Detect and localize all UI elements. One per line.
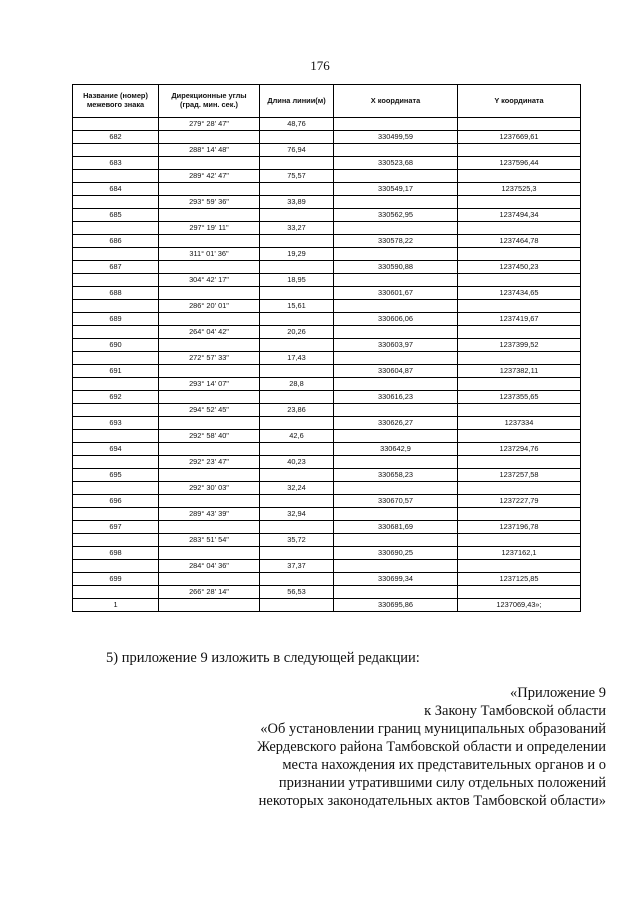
cell-line-length: 33,89 bbox=[260, 196, 334, 209]
cell-point-name bbox=[73, 534, 159, 547]
cell-direction-angle: 293° 14' 07" bbox=[159, 378, 260, 391]
cell-direction-angle: 294° 52' 45" bbox=[159, 404, 260, 417]
cell-y-coordinate: 1237525,3 bbox=[458, 183, 581, 196]
cell-x-coordinate bbox=[334, 508, 458, 521]
cell-direction-angle bbox=[159, 547, 260, 560]
cell-line-length: 76,94 bbox=[260, 144, 334, 157]
table-row bbox=[73, 326, 581, 339]
boundary-coordinates-table bbox=[72, 84, 581, 612]
table-row bbox=[73, 521, 581, 534]
cell-point-name: 693 bbox=[73, 417, 159, 430]
table-row bbox=[73, 352, 581, 365]
cell-x-coordinate: 330499,59 bbox=[334, 131, 458, 144]
cell-line-length bbox=[260, 157, 334, 170]
cell-direction-angle: 292° 23' 47" bbox=[159, 456, 260, 469]
cell-point-name: 1 bbox=[73, 599, 159, 612]
table-row bbox=[73, 365, 581, 378]
cell-y-coordinate bbox=[458, 118, 581, 131]
cell-direction-angle bbox=[159, 365, 260, 378]
cell-y-coordinate bbox=[458, 352, 581, 365]
appendix-line: «Приложение 9 bbox=[510, 685, 606, 701]
cell-y-coordinate bbox=[458, 274, 581, 287]
cell-point-name bbox=[73, 118, 159, 131]
cell-direction-angle bbox=[159, 209, 260, 222]
cell-line-length: 35,72 bbox=[260, 534, 334, 547]
table-row bbox=[73, 287, 581, 300]
cell-line-length: 28,8 bbox=[260, 378, 334, 391]
cell-direction-angle bbox=[159, 131, 260, 144]
header-x-coordinate: X координата bbox=[334, 85, 458, 118]
cell-y-coordinate bbox=[458, 196, 581, 209]
cell-point-name bbox=[73, 326, 159, 339]
cell-y-coordinate: 1237464,78 bbox=[458, 235, 581, 248]
cell-x-coordinate: 330699,34 bbox=[334, 573, 458, 586]
cell-point-name: 695 bbox=[73, 469, 159, 482]
cell-x-coordinate bbox=[334, 404, 458, 417]
table-header-row bbox=[73, 85, 581, 118]
table-row bbox=[73, 508, 581, 521]
cell-point-name: 687 bbox=[73, 261, 159, 274]
cell-x-coordinate bbox=[334, 378, 458, 391]
cell-y-coordinate: 1237382,11 bbox=[458, 365, 581, 378]
table-row bbox=[73, 482, 581, 495]
table-row bbox=[73, 274, 581, 287]
cell-x-coordinate: 330578,22 bbox=[334, 235, 458, 248]
cell-y-coordinate: 1237125,85 bbox=[458, 573, 581, 586]
cell-line-length bbox=[260, 365, 334, 378]
header-direction-angles: Дирекционные углы (град. мин. сек.) bbox=[159, 85, 260, 118]
cell-point-name: 688 bbox=[73, 287, 159, 300]
cell-direction-angle: 311° 01' 36" bbox=[159, 248, 260, 261]
cell-y-coordinate: 1237596,44 bbox=[458, 157, 581, 170]
cell-x-coordinate bbox=[334, 482, 458, 495]
cell-line-length: 75,57 bbox=[260, 170, 334, 183]
cell-point-name bbox=[73, 170, 159, 183]
cell-x-coordinate: 330523,68 bbox=[334, 157, 458, 170]
table-row bbox=[73, 313, 581, 326]
cell-line-length: 56,53 bbox=[260, 586, 334, 599]
cell-point-name: 690 bbox=[73, 339, 159, 352]
table-row bbox=[73, 261, 581, 274]
cell-y-coordinate bbox=[458, 534, 581, 547]
table-row bbox=[73, 469, 581, 482]
cell-direction-angle: 266° 28' 14" bbox=[159, 586, 260, 599]
cell-y-coordinate: 1237419,67 bbox=[458, 313, 581, 326]
cell-y-coordinate bbox=[458, 248, 581, 261]
cell-point-name: 684 bbox=[73, 183, 159, 196]
table-row bbox=[73, 495, 581, 508]
table-row bbox=[73, 443, 581, 456]
cell-x-coordinate bbox=[334, 560, 458, 573]
cell-line-length: 42,6 bbox=[260, 430, 334, 443]
table-row bbox=[73, 248, 581, 261]
cell-direction-angle: 272° 57' 33" bbox=[159, 352, 260, 365]
cell-direction-angle: 292° 30' 03" bbox=[159, 482, 260, 495]
appendix-line: «Об установлении границ муниципальных образований bbox=[260, 721, 606, 737]
cell-point-name: 683 bbox=[73, 157, 159, 170]
cell-line-length bbox=[260, 339, 334, 352]
cell-line-length bbox=[260, 443, 334, 456]
cell-x-coordinate: 330616,23 bbox=[334, 391, 458, 404]
table-row bbox=[73, 222, 581, 235]
cell-y-coordinate: 1237257,58 bbox=[458, 469, 581, 482]
table-body bbox=[73, 118, 581, 612]
cell-line-length: 48,76 bbox=[260, 118, 334, 131]
cell-direction-angle bbox=[159, 235, 260, 248]
cell-point-name bbox=[73, 560, 159, 573]
cell-point-name: 689 bbox=[73, 313, 159, 326]
cell-y-coordinate bbox=[458, 326, 581, 339]
cell-y-coordinate: 1237450,23 bbox=[458, 261, 581, 274]
cell-x-coordinate: 330690,25 bbox=[334, 547, 458, 560]
table-row bbox=[73, 209, 581, 222]
cell-line-length bbox=[260, 183, 334, 196]
appendix-heading bbox=[186, 684, 606, 810]
cell-x-coordinate: 330695,86 bbox=[334, 599, 458, 612]
cell-line-length: 20,26 bbox=[260, 326, 334, 339]
cell-point-name: 696 bbox=[73, 495, 159, 508]
cell-direction-angle: 293° 59' 36" bbox=[159, 196, 260, 209]
cell-y-coordinate bbox=[458, 378, 581, 391]
cell-x-coordinate bbox=[334, 170, 458, 183]
cell-y-coordinate bbox=[458, 144, 581, 157]
table-row bbox=[73, 183, 581, 196]
cell-x-coordinate bbox=[334, 456, 458, 469]
appendix-line: места нахождения их представительных органов и о bbox=[282, 757, 606, 773]
appendix-line: к Закону Тамбовской области bbox=[424, 703, 606, 719]
cell-direction-angle: 297° 19' 11" bbox=[159, 222, 260, 235]
cell-y-coordinate bbox=[458, 222, 581, 235]
table-row bbox=[73, 144, 581, 157]
table-row bbox=[73, 196, 581, 209]
cell-point-name: 694 bbox=[73, 443, 159, 456]
table-row bbox=[73, 157, 581, 170]
table-row bbox=[73, 404, 581, 417]
cell-line-length bbox=[260, 417, 334, 430]
table-row bbox=[73, 235, 581, 248]
cell-y-coordinate: 1237334 bbox=[458, 417, 581, 430]
appendix-line: некоторых законодательных актов Тамбовской области» bbox=[258, 793, 606, 809]
cell-point-name bbox=[73, 196, 159, 209]
cell-y-coordinate bbox=[458, 560, 581, 573]
cell-direction-angle bbox=[159, 521, 260, 534]
cell-line-length bbox=[260, 235, 334, 248]
cell-y-coordinate: 1237494,34 bbox=[458, 209, 581, 222]
cell-direction-angle bbox=[159, 443, 260, 456]
cell-line-length bbox=[260, 391, 334, 404]
cell-direction-angle bbox=[159, 573, 260, 586]
cell-y-coordinate bbox=[458, 404, 581, 417]
table-row bbox=[73, 417, 581, 430]
cell-line-length bbox=[260, 261, 334, 274]
cell-x-coordinate bbox=[334, 196, 458, 209]
cell-x-coordinate: 330601,67 bbox=[334, 287, 458, 300]
cell-point-name: 686 bbox=[73, 235, 159, 248]
cell-line-length: 40,23 bbox=[260, 456, 334, 469]
cell-direction-angle: 292° 58' 40" bbox=[159, 430, 260, 443]
cell-point-name bbox=[73, 482, 159, 495]
cell-point-name bbox=[73, 404, 159, 417]
cell-direction-angle: 286° 20' 01" bbox=[159, 300, 260, 313]
table-row bbox=[73, 378, 581, 391]
cell-point-name: 698 bbox=[73, 547, 159, 560]
cell-direction-angle: 288° 14' 48" bbox=[159, 144, 260, 157]
table-row bbox=[73, 430, 581, 443]
cell-y-coordinate: 1237669,61 bbox=[458, 131, 581, 144]
table-row bbox=[73, 534, 581, 547]
cell-line-length: 19,29 bbox=[260, 248, 334, 261]
cell-line-length bbox=[260, 495, 334, 508]
cell-point-name: 692 bbox=[73, 391, 159, 404]
cell-direction-angle bbox=[159, 599, 260, 612]
cell-direction-angle: 284° 04' 36" bbox=[159, 560, 260, 573]
cell-point-name bbox=[73, 586, 159, 599]
amendment-instruction: 5) приложение 9 изложить в следующей редакции: bbox=[106, 650, 420, 666]
cell-line-length bbox=[260, 599, 334, 612]
table-row bbox=[73, 547, 581, 560]
cell-line-length bbox=[260, 469, 334, 482]
cell-x-coordinate bbox=[334, 274, 458, 287]
cell-x-coordinate: 330670,57 bbox=[334, 495, 458, 508]
cell-line-length: 32,24 bbox=[260, 482, 334, 495]
cell-direction-angle bbox=[159, 469, 260, 482]
cell-x-coordinate bbox=[334, 430, 458, 443]
page-number: 176 bbox=[310, 58, 330, 73]
cell-point-name bbox=[73, 144, 159, 157]
cell-line-length: 15,61 bbox=[260, 300, 334, 313]
cell-y-coordinate: 1237399,52 bbox=[458, 339, 581, 352]
cell-line-length: 23,86 bbox=[260, 404, 334, 417]
cell-y-coordinate bbox=[458, 430, 581, 443]
cell-direction-angle bbox=[159, 261, 260, 274]
cell-direction-angle bbox=[159, 183, 260, 196]
cell-x-coordinate: 330681,69 bbox=[334, 521, 458, 534]
table-row bbox=[73, 118, 581, 131]
table-row bbox=[73, 131, 581, 144]
cell-direction-angle bbox=[159, 157, 260, 170]
cell-direction-angle: 289° 42' 47" bbox=[159, 170, 260, 183]
cell-point-name bbox=[73, 430, 159, 443]
cell-direction-angle bbox=[159, 417, 260, 430]
cell-y-coordinate bbox=[458, 508, 581, 521]
cell-point-name bbox=[73, 222, 159, 235]
cell-x-coordinate bbox=[334, 300, 458, 313]
header-point-name: Название (номер) межевого знака bbox=[73, 85, 159, 118]
cell-y-coordinate: 1237162,1 bbox=[458, 547, 581, 560]
cell-line-length: 37,37 bbox=[260, 560, 334, 573]
cell-point-name bbox=[73, 508, 159, 521]
cell-line-length bbox=[260, 521, 334, 534]
table-row bbox=[73, 170, 581, 183]
cell-x-coordinate bbox=[334, 586, 458, 599]
cell-y-coordinate: 1237227,79 bbox=[458, 495, 581, 508]
cell-point-name bbox=[73, 274, 159, 287]
cell-y-coordinate bbox=[458, 482, 581, 495]
cell-point-name: 697 bbox=[73, 521, 159, 534]
cell-y-coordinate: 1237069,43»; bbox=[458, 599, 581, 612]
cell-y-coordinate bbox=[458, 300, 581, 313]
cell-direction-angle: 283° 51' 54" bbox=[159, 534, 260, 547]
cell-direction-angle bbox=[159, 391, 260, 404]
cell-point-name: 682 bbox=[73, 131, 159, 144]
cell-x-coordinate: 330658,23 bbox=[334, 469, 458, 482]
cell-y-coordinate: 1237434,65 bbox=[458, 287, 581, 300]
cell-x-coordinate bbox=[334, 144, 458, 157]
cell-direction-angle: 264° 04' 42" bbox=[159, 326, 260, 339]
cell-line-length bbox=[260, 547, 334, 560]
cell-point-name bbox=[73, 456, 159, 469]
cell-y-coordinate bbox=[458, 586, 581, 599]
cell-direction-angle bbox=[159, 339, 260, 352]
cell-y-coordinate bbox=[458, 456, 581, 469]
cell-y-coordinate bbox=[458, 170, 581, 183]
cell-line-length: 18,95 bbox=[260, 274, 334, 287]
cell-y-coordinate: 1237196,78 bbox=[458, 521, 581, 534]
cell-x-coordinate: 330590,88 bbox=[334, 261, 458, 274]
cell-point-name: 691 bbox=[73, 365, 159, 378]
cell-point-name bbox=[73, 248, 159, 261]
cell-x-coordinate: 330549,17 bbox=[334, 183, 458, 196]
cell-x-coordinate: 330562,95 bbox=[334, 209, 458, 222]
cell-x-coordinate: 330606,06 bbox=[334, 313, 458, 326]
cell-direction-angle bbox=[159, 313, 260, 326]
table-row bbox=[73, 339, 581, 352]
cell-x-coordinate bbox=[334, 248, 458, 261]
table-row bbox=[73, 300, 581, 313]
header-y-coordinate: Y координата bbox=[458, 85, 581, 118]
cell-x-coordinate: 330603,97 bbox=[334, 339, 458, 352]
cell-x-coordinate bbox=[334, 534, 458, 547]
appendix-line: Жердевского района Тамбовской области и определении bbox=[257, 739, 606, 755]
table-row bbox=[73, 560, 581, 573]
cell-point-name bbox=[73, 352, 159, 365]
table-row bbox=[73, 599, 581, 612]
cell-point-name bbox=[73, 300, 159, 313]
cell-direction-angle: 289° 43' 39" bbox=[159, 508, 260, 521]
cell-line-length bbox=[260, 287, 334, 300]
cell-point-name bbox=[73, 378, 159, 391]
cell-x-coordinate bbox=[334, 222, 458, 235]
cell-line-length: 33,27 bbox=[260, 222, 334, 235]
cell-direction-angle: 279° 28' 47" bbox=[159, 118, 260, 131]
cell-line-length bbox=[260, 313, 334, 326]
cell-direction-angle bbox=[159, 287, 260, 300]
cell-point-name: 699 bbox=[73, 573, 159, 586]
cell-x-coordinate: 330604,87 bbox=[334, 365, 458, 378]
table-row bbox=[73, 456, 581, 469]
cell-direction-angle: 304° 42' 17" bbox=[159, 274, 260, 287]
cell-line-length bbox=[260, 209, 334, 222]
table-row bbox=[73, 573, 581, 586]
table-row bbox=[73, 391, 581, 404]
header-line-length: Длина линии(м) bbox=[260, 85, 334, 118]
cell-x-coordinate bbox=[334, 352, 458, 365]
cell-x-coordinate: 330626,27 bbox=[334, 417, 458, 430]
cell-line-length: 17,43 bbox=[260, 352, 334, 365]
cell-y-coordinate: 1237355,65 bbox=[458, 391, 581, 404]
cell-line-length bbox=[260, 573, 334, 586]
cell-y-coordinate: 1237294,76 bbox=[458, 443, 581, 456]
cell-x-coordinate bbox=[334, 326, 458, 339]
cell-x-coordinate: 330642,9 bbox=[334, 443, 458, 456]
cell-x-coordinate bbox=[334, 118, 458, 131]
cell-point-name: 685 bbox=[73, 209, 159, 222]
cell-line-length bbox=[260, 131, 334, 144]
table-row bbox=[73, 586, 581, 599]
cell-direction-angle bbox=[159, 495, 260, 508]
appendix-line: признании утратившими силу отдельных положений bbox=[278, 775, 606, 791]
cell-line-length: 32,94 bbox=[260, 508, 334, 521]
